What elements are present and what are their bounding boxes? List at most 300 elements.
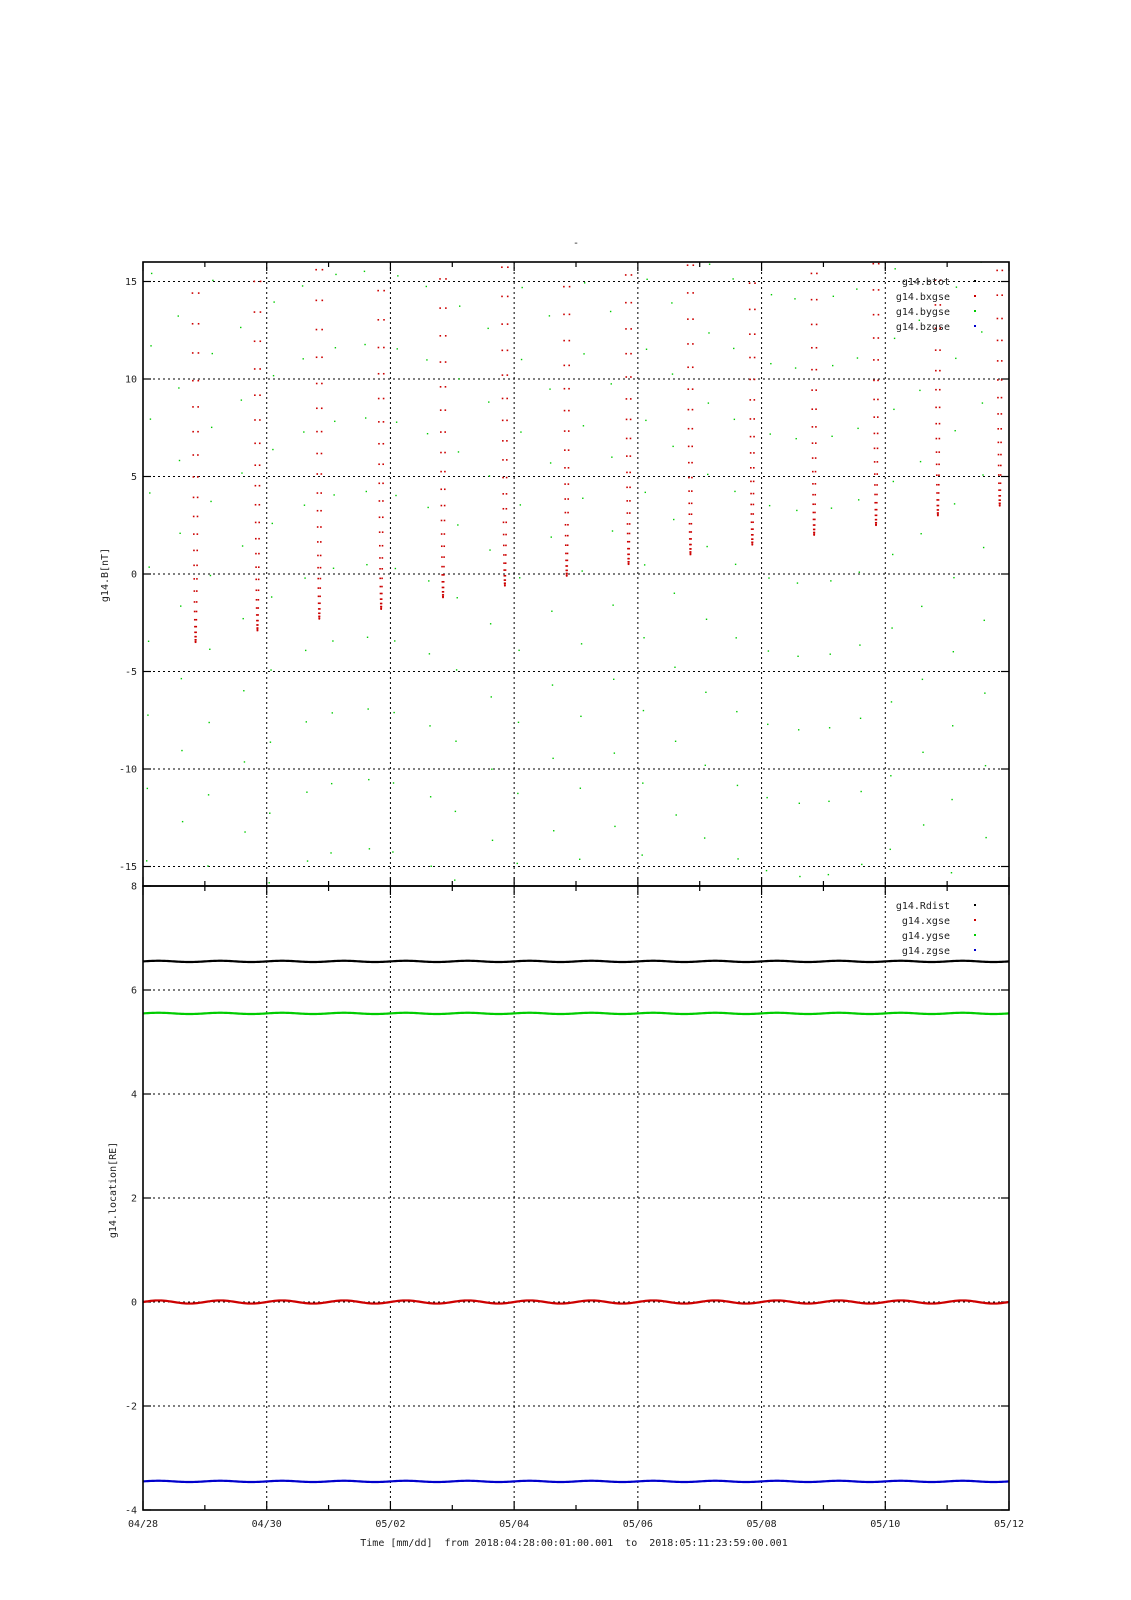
bxgse-point [876,494,878,496]
bxgse-point [563,314,565,316]
bxgse-point [1000,442,1002,444]
bxgse-point [197,497,199,499]
bxgse-point [382,500,384,502]
x-tick-label: 05/02 [375,1519,406,1530]
bygse-point [954,430,955,431]
bxgse-point [196,550,198,552]
bxgse-point [321,431,323,433]
bxgse-point [192,380,194,382]
bxgse-point [688,477,690,479]
bygse-point [455,741,456,742]
bxgse-point [936,499,938,501]
bxgse-point [503,508,505,510]
bxgse-point [565,553,567,555]
bxgse-point [568,467,570,469]
bxgse-point [382,557,384,559]
bxgse-point [564,498,566,500]
bxgse-point [445,307,447,309]
bxgse-point [257,627,259,629]
bygse-point [857,357,858,358]
y-tick-label: -10 [118,764,137,776]
bygse-point [893,481,894,482]
bxgse-point [444,505,446,507]
bxgse-point [381,586,383,588]
bygse-point [518,650,519,651]
bxgse-point [687,318,689,320]
bxgse-point [625,302,627,304]
bxgse-point [625,274,627,276]
bygse-point [269,812,270,813]
bygse-point [244,831,245,832]
bxgse-point [999,499,1001,501]
bxgse-point [254,311,256,313]
bxgse-point [935,423,937,425]
x-tick-label: 05/12 [993,1519,1025,1530]
bygse-point [302,285,303,286]
bxgse-point [692,409,694,411]
bxgse-point [317,541,319,543]
bygse-point [708,402,709,403]
bygse-point [796,438,797,439]
bygse-point [734,491,735,492]
bygse-point [428,580,429,581]
bygse-point [365,417,366,418]
bxgse-point [321,329,323,331]
bygse-point [985,837,986,838]
bxgse-point [321,473,323,475]
bygse-point [519,577,520,578]
bygse-point [549,315,550,316]
page-title: - [572,238,580,249]
bygse-point [366,491,367,492]
bygse-point [491,696,492,697]
bxgse-point [625,328,627,330]
bygse-point [181,750,182,751]
bxgse-point [380,593,382,595]
y-tick-label: 15 [124,277,137,288]
bxgse-point [874,461,876,463]
bxgse-point [259,340,261,342]
bxgse-point [688,490,690,492]
bxgse-point [750,481,752,483]
bygse-point [955,358,956,359]
bxgse-point [1000,489,1002,491]
bygse-point [147,788,148,789]
bxgse-point [567,498,569,500]
bxgse-point [815,426,817,428]
bxgse-point [444,533,446,535]
bxgse-point [256,589,258,591]
bxgse-point [255,566,257,568]
bygse-point [520,431,521,432]
bxgse-point [193,533,195,535]
bxgse-point [687,343,689,345]
bygse-point [457,524,458,525]
bygse-point [271,596,272,597]
bxgse-point [316,453,318,455]
bygse-point [645,492,646,493]
bxgse-point [753,493,755,495]
legend-marker [974,280,976,282]
bxgse-point [753,418,755,420]
bxgse-point [939,370,941,372]
bygse-point [393,712,394,713]
bxgse-point [501,323,503,325]
bxgse-point [875,522,877,524]
bygse-point [518,722,519,723]
bxgse-point [811,347,813,349]
bxgse-point [751,528,753,530]
bxgse-point [996,270,998,272]
bxgse-point [567,560,569,562]
bygse-point [553,830,554,831]
bxgse-point [1001,413,1003,415]
bxgse-point [1001,397,1003,399]
bygse-point [552,758,553,759]
bygse-point [150,345,151,346]
bxgse-point [320,578,322,580]
bxgse-point [317,555,319,557]
bxgse-point [378,443,380,445]
bxgse-point [379,578,381,580]
bxgse-point [259,368,261,370]
bxgse-point [812,503,814,505]
bygse-point [614,826,615,827]
bxgse-point [630,438,632,440]
bxgse-point [626,455,628,457]
bxgse-point [320,510,322,512]
bxgse-point [566,575,568,577]
bygse-point [429,653,430,654]
bygse-point [707,474,708,475]
bxgse-point [320,492,322,494]
bxgse-point [507,374,509,376]
bxgse-point [445,386,447,388]
bxgse-point [260,311,262,313]
y-tick-label: 2 [130,1193,137,1205]
bxgse-point [378,463,380,465]
bxgse-point [443,581,445,583]
bygse-point [705,765,706,766]
bxgse-point [690,544,692,546]
bygse-point [305,650,306,651]
bygse-point [456,669,457,670]
bygse-point [672,446,673,447]
bxgse-point [504,579,506,581]
bygse-point [273,375,274,376]
bygse-point [303,431,304,432]
bxgse-point [444,488,446,490]
bxgse-point [196,565,198,567]
bxgse-point [378,347,380,349]
bygse-point [364,344,365,345]
bygse-point [831,436,832,437]
bxgse-point [754,399,756,401]
bygse-point [770,363,771,364]
bxgse-point [998,442,1000,444]
bxgse-point [259,464,261,466]
bygse-point [736,711,737,712]
bygse-point [797,656,798,657]
bxgse-point [814,529,816,531]
bxgse-point [440,409,442,411]
bxgse-point [377,290,379,292]
bxgse-point [626,500,628,502]
bygse-point [861,864,862,865]
bxgse-point [752,534,754,536]
bxgse-point [875,509,877,511]
bxgse-point [382,483,384,485]
bxgse-point [935,389,937,391]
bxgse-point [503,522,505,524]
bygse-point [828,874,829,875]
bxgse-point [316,407,318,409]
y-tick-label: 6 [130,985,137,997]
bygse-point [458,451,459,452]
bxgse-point [383,290,385,292]
legend-marker [974,904,976,906]
bxgse-point [878,263,880,265]
bygse-point [770,433,771,434]
location-panel [125,882,1024,1531]
bxgse-point [629,487,631,489]
bxgse-point [317,578,319,580]
bygse-point [922,679,923,680]
bygse-point [366,564,367,565]
bxgse-point [813,534,815,536]
bygse-point [706,546,707,547]
bygse-point [982,402,983,403]
bygse-point [430,796,431,797]
bxgse-point [626,487,628,489]
bxgse-point [504,584,506,586]
bxgse-point [256,614,258,616]
bxgse-point [630,419,632,421]
bxgse-point [627,533,629,535]
bxgse-point [319,612,321,614]
bygse-point [178,387,179,388]
bygse-point [520,504,521,505]
bxgse-point [445,361,447,363]
bxgse-point [443,574,445,576]
bygse-point [244,761,245,762]
bxgse-point [938,474,940,476]
bxgse-point [815,408,817,410]
bygse-point [674,667,675,668]
bxgse-point [873,314,875,316]
bxgse-point [688,446,690,448]
bygse-point [181,678,182,679]
bxgse-point [441,520,443,522]
bygse-point [335,347,336,348]
bxgse-point [563,340,565,342]
bxgse-point [197,516,199,518]
bygse-point [584,282,585,283]
bygse-point [856,288,857,289]
bxgse-point [629,472,631,474]
bygse-point [954,503,955,504]
bygse-point [859,644,860,645]
bxgse-point [688,503,690,505]
bygse-point [798,729,799,730]
bxgse-point [507,323,509,325]
bygse-point [208,722,209,723]
bxgse-point [873,359,875,361]
bxgse-point [999,504,1001,506]
bxgse-point [627,523,629,525]
bxgse-point [194,619,196,621]
bygse-point [147,714,148,715]
bygse-point [829,727,830,728]
bxgse-point [256,607,258,609]
bxgse-point [259,419,261,421]
bxgse-point [628,554,630,556]
bxgse-point [192,431,194,433]
bxgse-point [811,389,813,391]
bxgse-point [258,589,260,591]
bygse-point [243,690,244,691]
bygse-point [799,876,800,877]
bxgse-point [505,534,507,536]
bxgse-point [257,624,259,626]
bxgse-point [322,269,324,271]
bygse-point [333,568,334,569]
bxgse-point [815,442,817,444]
bygse-point [368,779,369,780]
bygse-point [335,274,336,275]
bxgse-point [749,309,751,311]
bxgse-point [383,398,385,400]
bygse-point [860,718,861,719]
bxgse-point [816,369,818,371]
bxgse-point [378,373,380,375]
bxgse-point [629,512,631,514]
bxgse-point [568,365,570,367]
bygse-point [552,684,553,685]
bxgse-point [258,566,260,568]
bxgse-point [938,505,940,507]
bxgse-point [998,474,1000,476]
bxgse-point [255,485,257,487]
legend-marker [974,310,976,312]
bxgse-point [997,397,999,399]
bxgse-point [1000,465,1002,467]
bxgse-point [507,350,509,352]
bygse-point [611,383,612,384]
bxgse-point [563,365,565,367]
bxgse-point [378,483,380,485]
bxgse-point [565,560,567,562]
bxgse-point [197,533,199,535]
bxgse-point [192,406,194,408]
bxgse-point [569,286,571,288]
bxgse-point [317,492,319,494]
bxgse-point [192,454,194,456]
bxgse-point [625,353,627,355]
bxgse-point [254,281,256,283]
bxgse-point [255,504,257,506]
bxgse-point [254,419,256,421]
bxgse-point [936,464,938,466]
bxgse-point [440,452,442,454]
bxgse-point [939,349,941,351]
bygse-point [922,752,923,753]
bygse-point [178,315,179,316]
bygse-point [643,710,644,711]
bxgse-point [193,516,195,518]
bygse-point [394,640,395,641]
bxgse-point [257,620,259,622]
bygse-point [708,332,709,333]
bxgse-point [936,492,938,494]
bxgse-point [505,554,507,556]
bygse-point [306,721,307,722]
bygse-point [953,577,954,578]
bxgse-point [815,471,817,473]
bxgse-point [937,512,939,514]
bygse-point [768,577,769,578]
bxgse-point [317,567,319,569]
bxgse-point [876,473,878,475]
bxgse-point [690,538,692,540]
bygse-point [581,570,582,571]
bxgse-point [874,484,876,486]
bxgse-point [998,482,1000,484]
bxgse-point [377,319,379,321]
bxgse-point [196,611,198,613]
bygse-point [676,814,677,815]
bxgse-point [502,420,504,422]
bxgse-point [873,337,875,339]
bygse-point [431,866,432,867]
bxgse-point [506,493,508,495]
bxgse-point [319,617,321,619]
bygse-point [303,358,304,359]
bxgse-point [254,340,256,342]
bxgse-point [998,454,1000,456]
bxgse-point [938,464,940,466]
bygse-point [146,860,147,861]
bygse-point [243,618,244,619]
bxgse-point [813,519,815,521]
bxgse-point [812,471,814,473]
bygse-point [458,378,459,379]
bxgse-point [874,433,876,435]
bxgse-point [379,516,381,518]
bxgse-point [937,509,939,511]
bxgse-point [811,369,813,371]
bygse-point [551,536,552,537]
bxgse-point [750,493,752,495]
bxgse-point [381,578,383,580]
bxgse-point [1000,428,1002,430]
bxgse-point [998,489,1000,491]
bxgse-point [874,502,876,504]
bxgse-point [564,449,566,451]
bygse-point [709,264,710,265]
bygse-point [706,619,707,620]
bxgse-point [687,264,689,266]
bxgse-point [506,420,508,422]
bxgse-point [877,433,879,435]
bxgse-point [441,574,443,576]
bxgse-point [939,389,941,391]
bxgse-point [255,579,257,581]
bxgse-point [192,323,194,325]
bxgse-point [1000,482,1002,484]
bygse-point [367,637,368,638]
bygse-point [272,449,273,450]
